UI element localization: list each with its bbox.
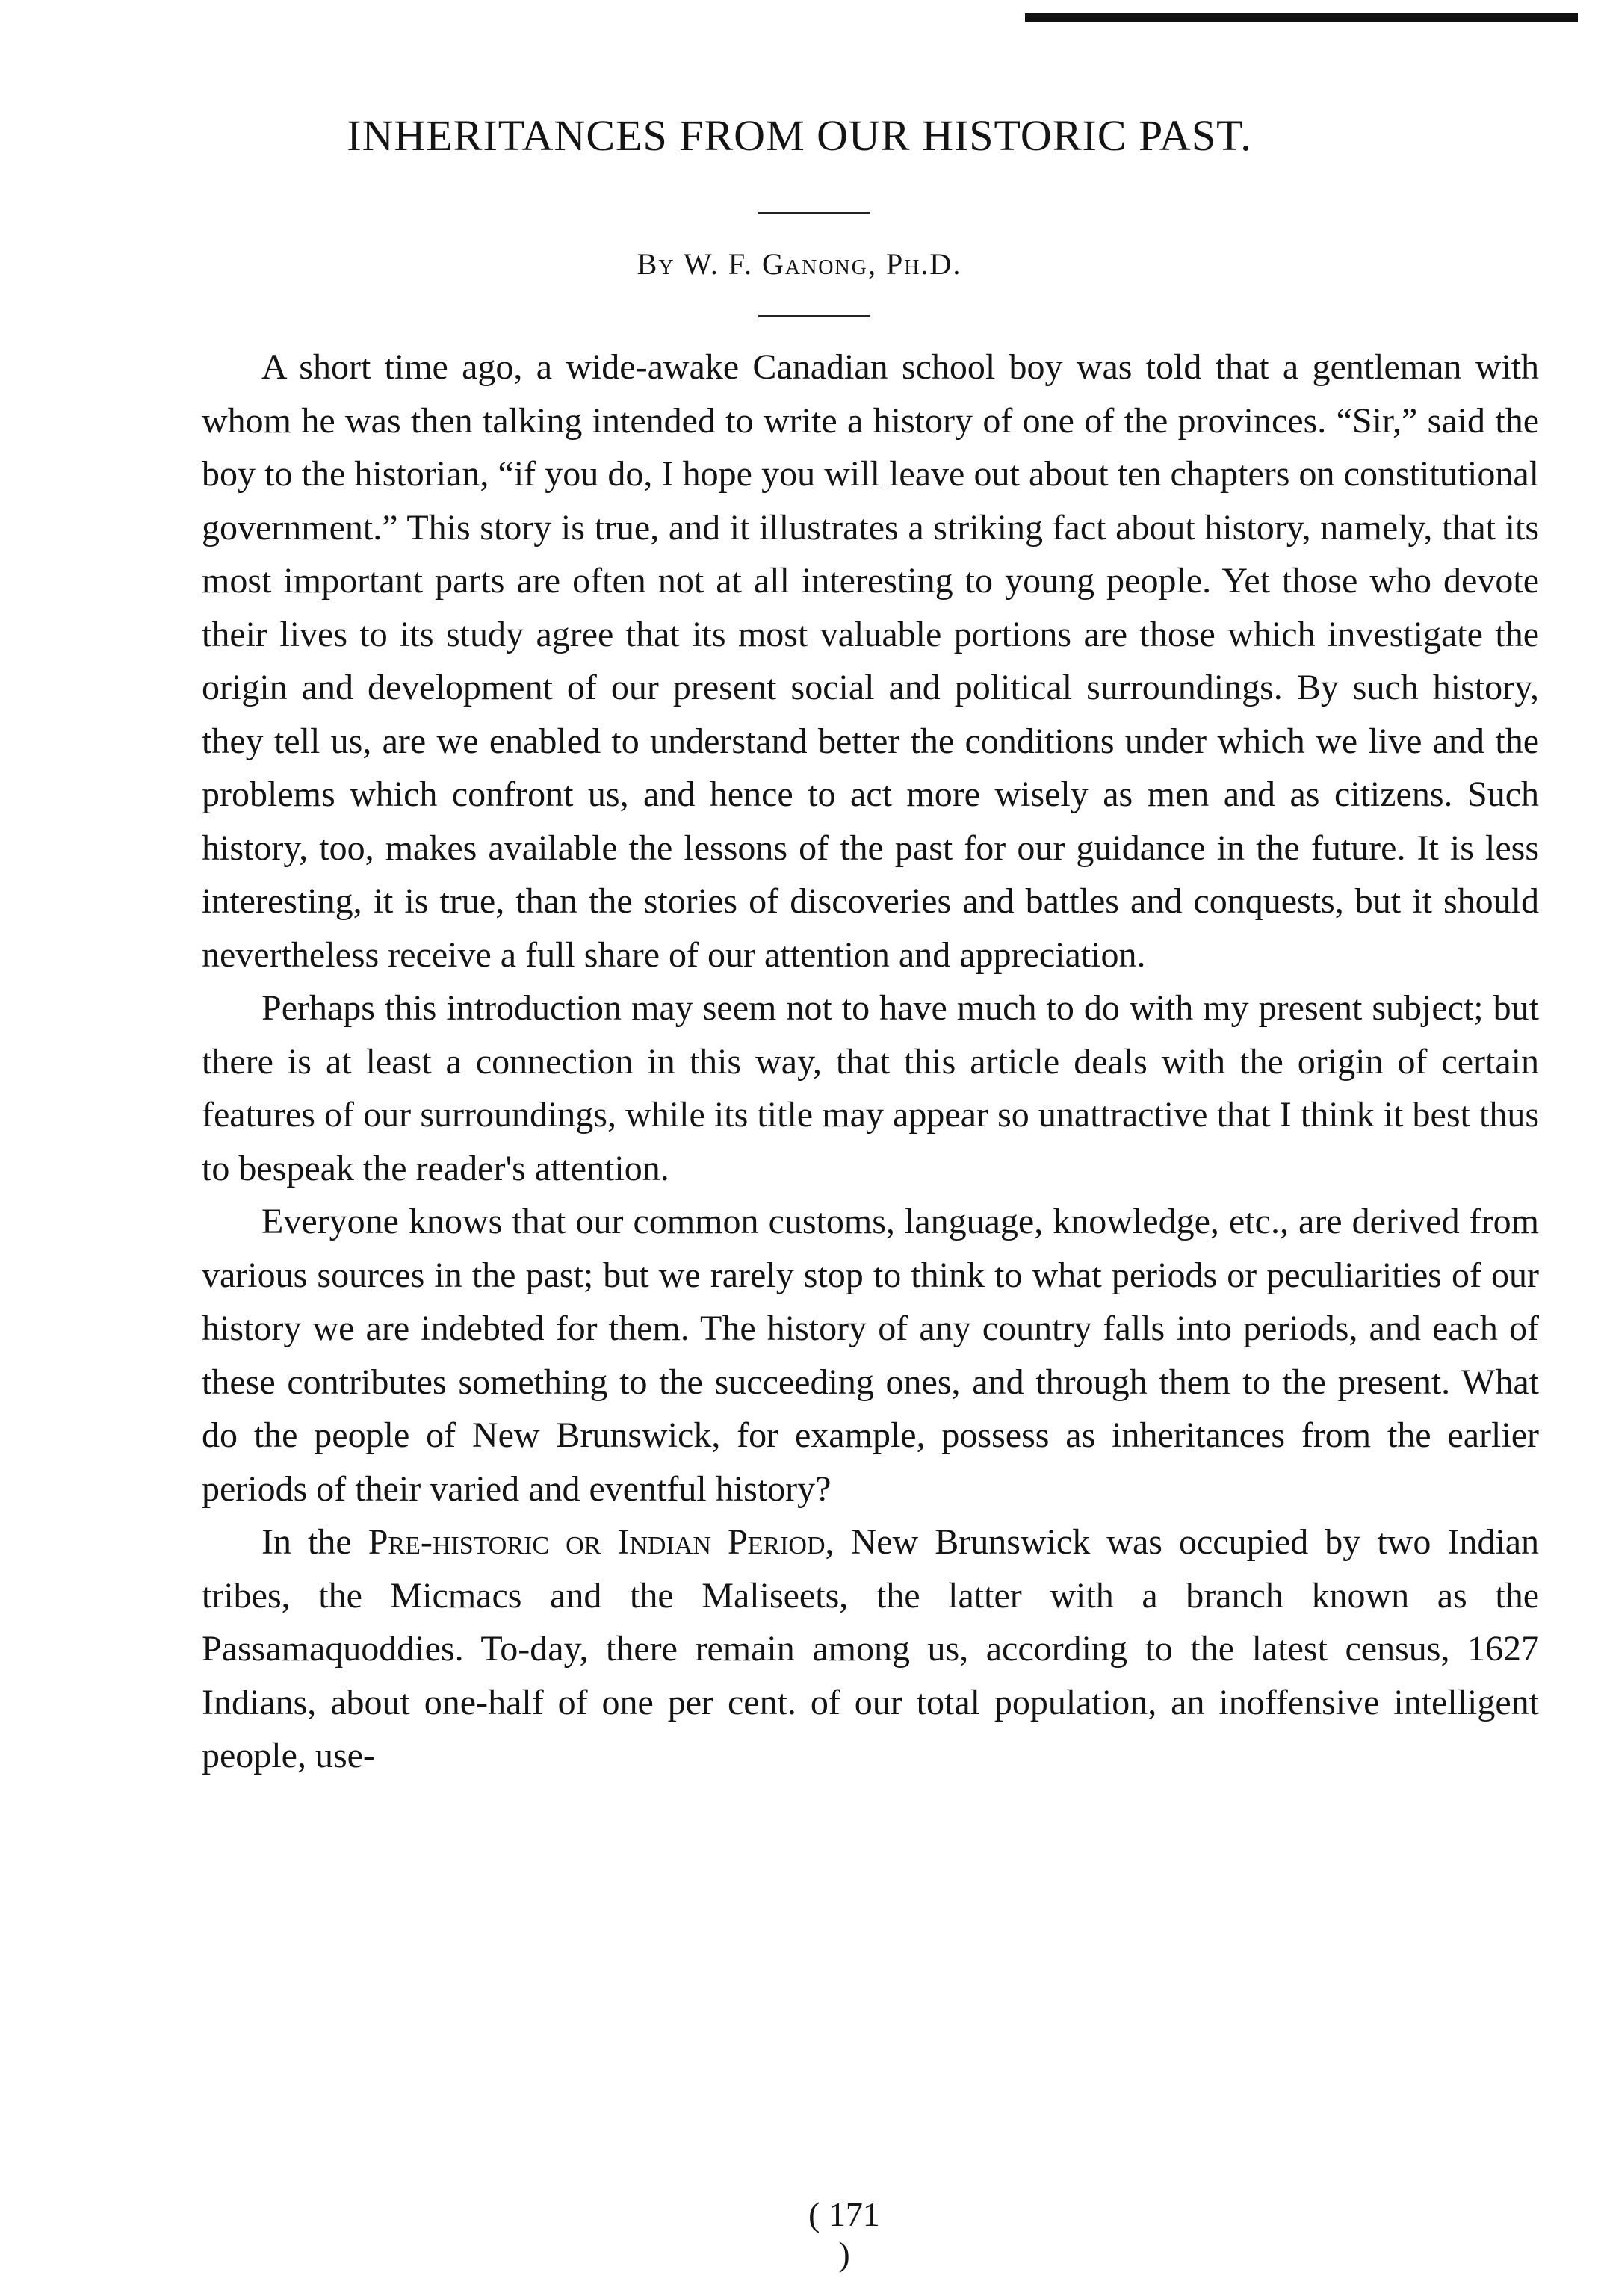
article-body <box>202 341 1539 1783</box>
paragraph-3: Everyone knows that our common customs, language, knowledge, etc., are derived from various sources in the past; but we rarely stop to think to what periods or peculiarities of our history we are indebted for them. The history of any country falls into periods, and each of these contributes something to the succeeding ones, and through them to the present. What do the people of New Brunswick, for example, possess as inheritances from the earlier periods of their varied and eventful history? <box>202 1202 1539 1509</box>
author-byline: By W. F. Ganong, Ph.D. <box>637 247 962 281</box>
byline-rule <box>758 315 870 317</box>
paragraph-4 <box>202 1515 1539 1783</box>
paragraph-4-text: , New Brunswick was occupied by two Indian tribes, the Micmacs and the Maliseets, the latter with a branch known as the Passamaquoddies. To-day, there remain among us, according to the latest census, 1627 Indians, about one-half of one per cent. of our total population, an inoffensive intelligent people, use- <box>202 1522 1540 1775</box>
paragraph-2: Perhaps this introduction may seem not to have much to do with my present subject; but there is at least a connection in this way, that this article deals with the origin of certain features of our surroundings, while its title may appear so unattractive that I think it best thus to bespeak the reader's attention. <box>202 988 1539 1188</box>
page-number: ( 171 ) <box>808 2195 880 2273</box>
title-rule <box>758 212 870 214</box>
paragraph-4-lead: In the <box>261 1522 368 1562</box>
top-rule <box>1025 13 1578 22</box>
article-title: INHERITANCES FROM OUR HISTORIC PAST. <box>347 111 1252 160</box>
period-name: Pre-historic or Indian Period <box>368 1522 826 1562</box>
paragraph-1: A short time ago, a wide-awake Canadian school boy was told that a gentleman with whom he was then talking intended to write a history of one of the provinces. “Sir,” said the boy to the historian, “if you do, I hope you will leave out about ten chapters on constitutional government.” This story is true, and it illustrates a striking fact about history, namely, that its most important parts are often not at all interesting to young people. Yet those who devote their lives to its study agree that its most valuable portions are those which investigate the origin and development of our present social and political surroundings. By such history, they tell us, are we enabled to understand better the conditions under which we live and the problems which confront us, and hence to act more wisely as men and as citizens. Such history, too, makes available the lessons of the past for our guidance in the future. It is less interesting, it is true, than the stories of discoveries and battles and conquests, but it should nevertheless receive a full share of our attention and appreciation. <box>202 347 1539 975</box>
